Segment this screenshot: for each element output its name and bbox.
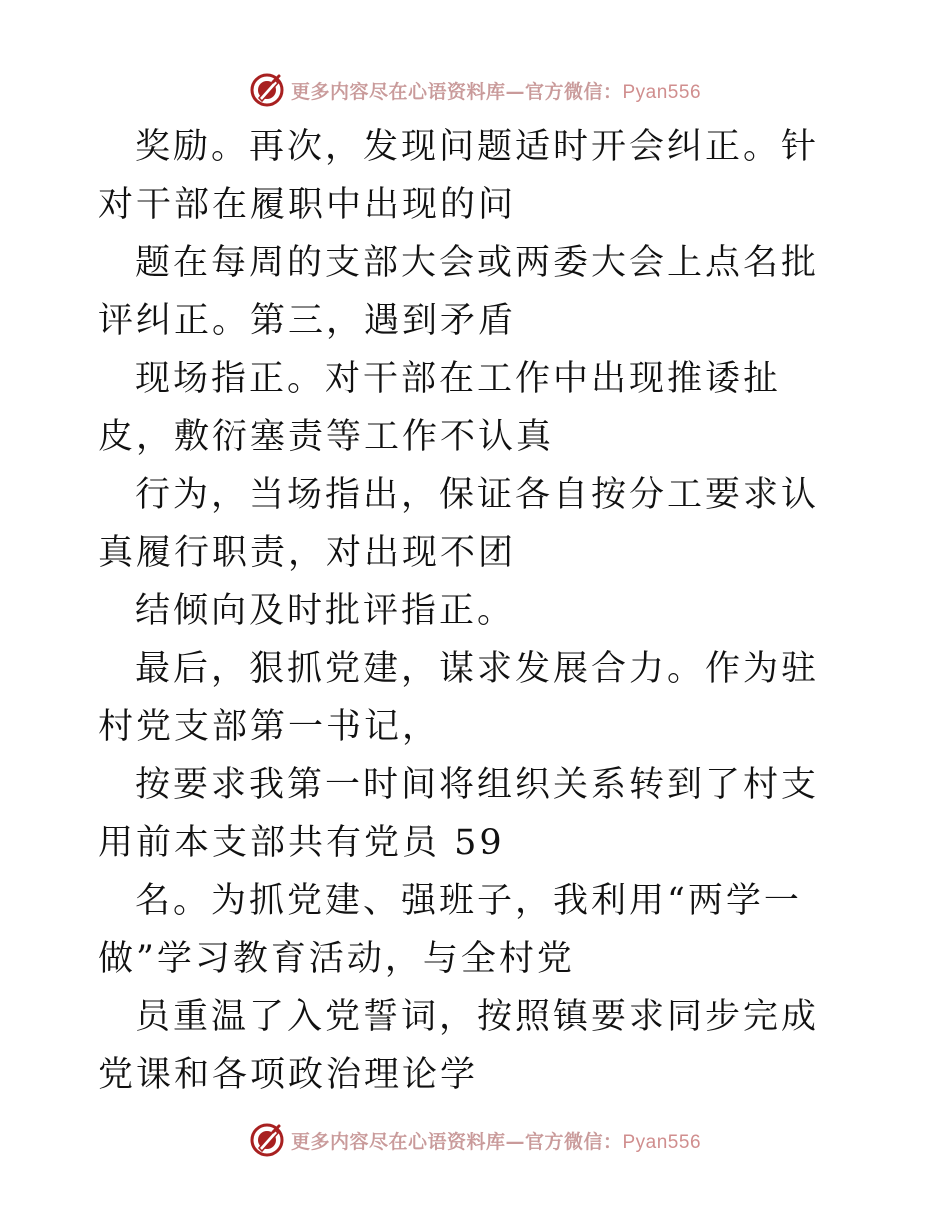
logo-icon: [249, 72, 285, 108]
footer-banner-contact: Pyan556: [622, 1131, 702, 1153]
footer-banner-text: 更多内容尽在心语资料库—官方微信：Pyan556: [290, 1130, 702, 1153]
paragraph: 名。为抓党建、强班子，我利用“两学一做”学习教育活动，与全村党: [98, 881, 802, 979]
paragraph: 题在每周的支部大会或两委大会上点名批评纠正。第三，遇到矛盾: [98, 243, 820, 341]
paragraph: 结倾向及时批评指正。: [135, 591, 516, 631]
document-body: [98, 118, 850, 1104]
header-banner-text: 更多内容尽在心语资料库—官方微信：Pyan556: [290, 80, 702, 103]
paragraph: 现场指正。对干部在工作中出现推诿扯皮，敷衍塞责等工作不认真: [98, 359, 782, 457]
header-banner: [0, 70, 950, 110]
paragraph: 员重温了入党誓词，按照镇要求同步完成党课和各项政治理论学: [98, 997, 820, 1095]
paragraph: 按要求我第一时间将组织关系转到了村支用前本支部共有党员 59: [98, 765, 820, 863]
logo-icon: [249, 1122, 285, 1158]
paragraph: 最后，狠抓党建，谋求发展合力。作为驻村党支部第一书记，: [98, 649, 820, 747]
footer-banner: [0, 1120, 950, 1160]
paragraph: 行为，当场指出，保证各自按分工要求认真履行职责，对出现不团: [98, 475, 820, 573]
header-banner-contact: Pyan556: [622, 81, 702, 103]
paragraph: 奖励。再次，发现问题适时开会纠正。针对干部在履职中出现的问: [98, 127, 820, 225]
